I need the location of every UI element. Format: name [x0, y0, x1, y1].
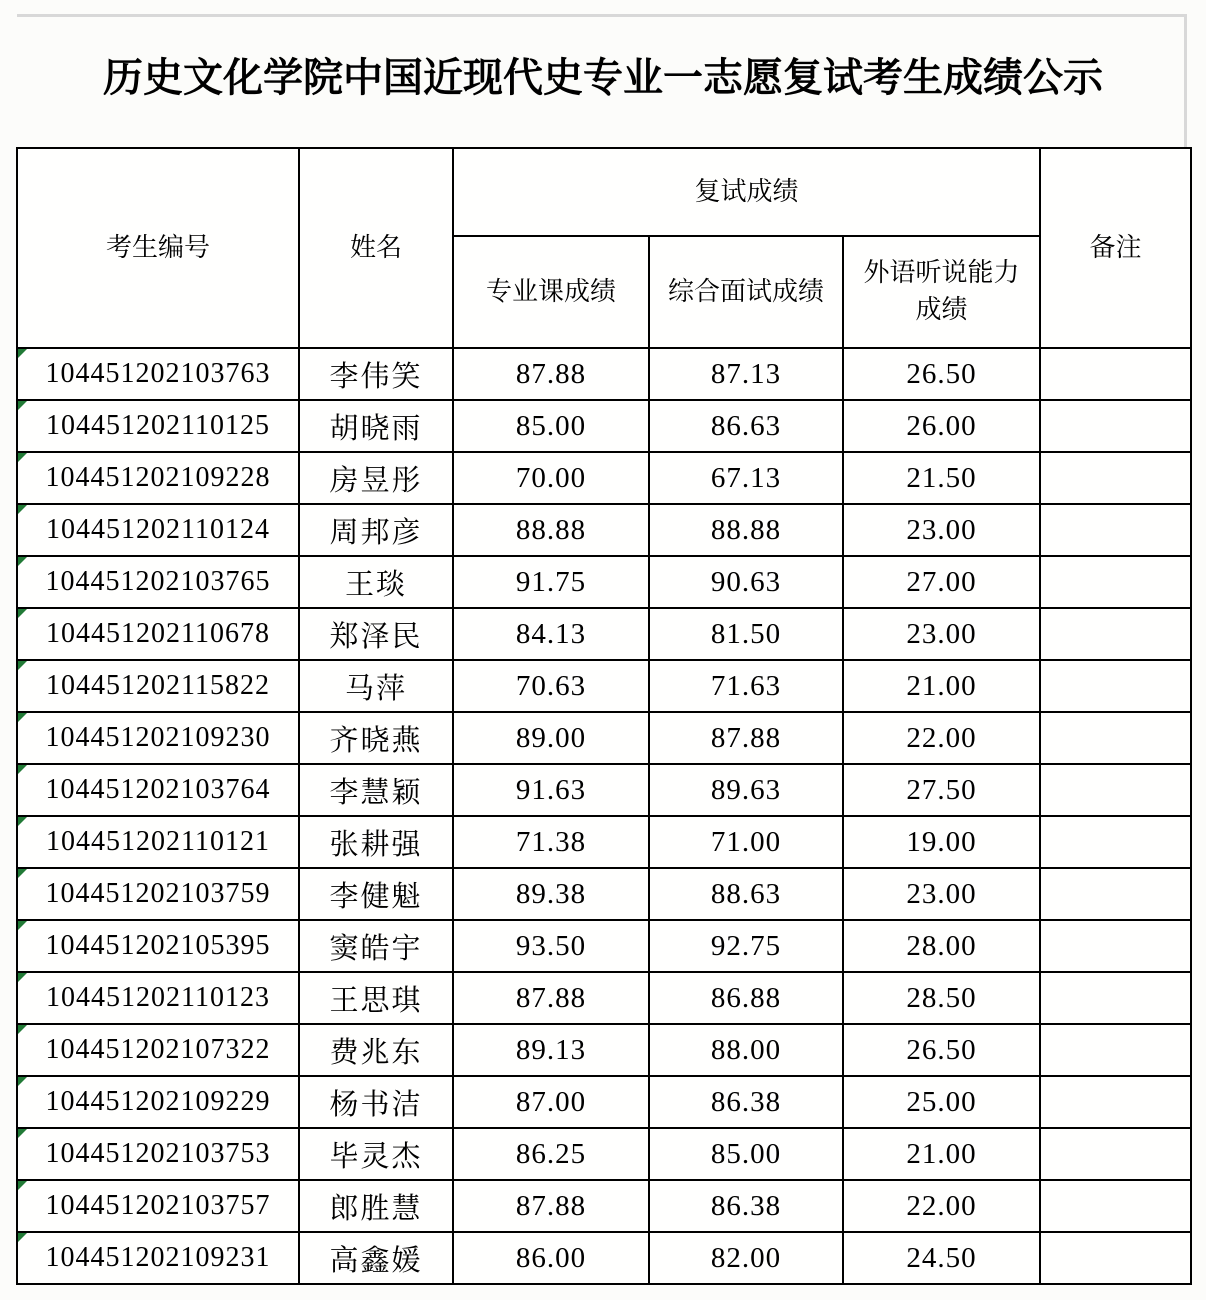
table-row: [17, 1180, 1191, 1232]
excel-error-indicator-icon: [18, 1129, 27, 1138]
major-course-score-cell: 87.88: [453, 1180, 649, 1232]
candidate-id-value: 104451202103759: [45, 878, 271, 909]
candidate-id-cell: [17, 868, 299, 920]
candidate-id-cell: [17, 400, 299, 452]
foreign-listening-score-cell: 23.00: [843, 868, 1040, 920]
excel-error-indicator-icon: [18, 1025, 27, 1034]
candidate-id-cell: [17, 504, 299, 556]
table-row: [17, 556, 1191, 608]
remark-cell: [1040, 400, 1191, 452]
remark-cell: [1040, 504, 1191, 556]
interview-score-cell: 85.00: [649, 1128, 843, 1180]
foreign-listening-score-cell: 23.00: [843, 504, 1040, 556]
name-cell: 张耕强: [299, 816, 453, 868]
major-course-score-cell: 70.63: [453, 660, 649, 712]
candidate-id-value: 104451202109231: [45, 1242, 271, 1273]
remark-cell: [1040, 1180, 1191, 1232]
interview-score-cell: 88.88: [649, 504, 843, 556]
interview-score-cell: 86.38: [649, 1180, 843, 1232]
name-cell: 房昱彤: [299, 452, 453, 504]
header-foreign-listening-score: [843, 236, 1040, 348]
major-course-score-cell: 91.75: [453, 556, 649, 608]
candidate-id-cell: [17, 764, 299, 816]
remark-cell: [1040, 608, 1191, 660]
candidate-id-cell: [17, 712, 299, 764]
excel-error-indicator-icon: [18, 921, 27, 930]
candidate-id-cell: [17, 608, 299, 660]
candidate-id-cell: [17, 1180, 299, 1232]
excel-error-indicator-icon: [18, 973, 27, 982]
name-cell: 齐晓燕: [299, 712, 453, 764]
major-course-score-cell: 91.63: [453, 764, 649, 816]
name-cell: 杨书洁: [299, 1076, 453, 1128]
foreign-listening-score-cell: 21.00: [843, 1128, 1040, 1180]
interview-score-cell: 86.38: [649, 1076, 843, 1128]
table-row: [17, 1232, 1191, 1284]
candidate-id-value: 104451202103765: [45, 566, 271, 597]
remark-cell: [1040, 712, 1191, 764]
name-cell: 胡晓雨: [299, 400, 453, 452]
candidate-id-cell: [17, 1232, 299, 1284]
candidate-id-cell: [17, 1076, 299, 1128]
remark-cell: [1040, 1128, 1191, 1180]
candidate-id-cell: [17, 972, 299, 1024]
foreign-listening-score-cell: 22.00: [843, 712, 1040, 764]
interview-score-cell: 88.00: [649, 1024, 843, 1076]
header-interview-score: 综合面试成绩: [649, 236, 843, 348]
header-remarks: 备注: [1040, 148, 1191, 348]
header-retest-group: 复试成绩: [453, 148, 1040, 236]
foreign-listening-score-cell: 26.00: [843, 400, 1040, 452]
foreign-listening-score-cell: 19.00: [843, 816, 1040, 868]
interview-score-cell: 86.63: [649, 400, 843, 452]
excel-error-indicator-icon: [18, 1181, 27, 1190]
header-foreign-listening-label: 外语听说能力成绩: [863, 258, 1020, 324]
candidate-id-value: 104451202110678: [46, 618, 270, 649]
interview-score-cell: 82.00: [649, 1232, 843, 1284]
header-major-course-score: 专业课成绩: [453, 236, 649, 348]
excel-error-indicator-icon: [18, 869, 27, 878]
score-table-header: [17, 148, 1191, 348]
remark-cell: [1040, 920, 1191, 972]
foreign-listening-score-cell: 22.00: [843, 1180, 1040, 1232]
excel-error-indicator-icon: [18, 1077, 27, 1086]
excel-error-indicator-icon: [18, 713, 27, 722]
remark-cell: [1040, 348, 1191, 400]
candidate-id-value: 104451202109229: [45, 1086, 271, 1117]
interview-score-cell: 92.75: [649, 920, 843, 972]
candidate-id-value: 104451202109230: [45, 722, 271, 753]
header-name: 姓名: [299, 148, 453, 348]
interview-score-cell: 90.63: [649, 556, 843, 608]
foreign-listening-score-cell: 23.00: [843, 608, 1040, 660]
page-title: 历史文化学院中国近现代史专业一志愿复试考生成绩公示: [103, 56, 1103, 100]
major-course-score-cell: 86.00: [453, 1232, 649, 1284]
major-course-score-cell: 87.88: [453, 972, 649, 1024]
interview-score-cell: 71.00: [649, 816, 843, 868]
remark-cell: [1040, 660, 1191, 712]
major-course-score-cell: 89.38: [453, 868, 649, 920]
interview-score-cell: 67.13: [649, 452, 843, 504]
remark-cell: [1040, 816, 1191, 868]
table-row: [17, 608, 1191, 660]
major-course-score-cell: 70.00: [453, 452, 649, 504]
candidate-id-value: 104451202110121: [46, 826, 270, 857]
print-area-top-line: [17, 14, 1186, 17]
remark-cell: [1040, 556, 1191, 608]
interview-score-cell: 88.63: [649, 868, 843, 920]
remark-cell: [1040, 1024, 1191, 1076]
interview-score-cell: 86.88: [649, 972, 843, 1024]
name-cell: 李健魁: [299, 868, 453, 920]
foreign-listening-score-cell: 27.50: [843, 764, 1040, 816]
excel-error-indicator-icon: [18, 401, 27, 410]
foreign-listening-score-cell: 28.00: [843, 920, 1040, 972]
candidate-id-value: 104451202103764: [45, 774, 271, 805]
table-row: [17, 348, 1191, 400]
candidate-id-cell: [17, 452, 299, 504]
major-course-score-cell: 86.25: [453, 1128, 649, 1180]
major-course-score-cell: 85.00: [453, 400, 649, 452]
table-row: [17, 868, 1191, 920]
candidate-id-cell: [17, 1128, 299, 1180]
major-course-score-cell: 93.50: [453, 920, 649, 972]
interview-score-cell: 71.63: [649, 660, 843, 712]
candidate-id-cell: [17, 556, 299, 608]
excel-error-indicator-icon: [18, 349, 27, 358]
name-cell: 王思琪: [299, 972, 453, 1024]
candidate-id-value: 104451202105395: [45, 930, 271, 961]
name-cell: 毕灵杰: [299, 1128, 453, 1180]
remark-cell: [1040, 1076, 1191, 1128]
excel-error-indicator-icon: [18, 1233, 27, 1242]
foreign-listening-score-cell: 24.50: [843, 1232, 1040, 1284]
excel-error-indicator-icon: [18, 765, 27, 774]
interview-score-cell: 87.88: [649, 712, 843, 764]
score-table-body: [17, 348, 1191, 1284]
candidate-id-value: 104451202110123: [46, 982, 270, 1013]
remark-cell: [1040, 764, 1191, 816]
remark-cell: [1040, 972, 1191, 1024]
table-row: [17, 1024, 1191, 1076]
table-row: [17, 504, 1191, 556]
interview-score-cell: 87.13: [649, 348, 843, 400]
major-course-score-cell: 89.00: [453, 712, 649, 764]
major-course-score-cell: 87.00: [453, 1076, 649, 1128]
major-course-score-cell: 89.13: [453, 1024, 649, 1076]
candidate-id-cell: [17, 1024, 299, 1076]
name-cell: 马萍: [299, 660, 453, 712]
major-course-score-cell: 87.88: [453, 348, 649, 400]
excel-error-indicator-icon: [18, 661, 27, 670]
candidate-id-cell: [17, 816, 299, 868]
name-cell: 郎胜慧: [299, 1180, 453, 1232]
table-row: [17, 1076, 1191, 1128]
name-cell: 周邦彦: [299, 504, 453, 556]
table-row: [17, 816, 1191, 868]
candidate-id-cell: [17, 348, 299, 400]
name-cell: 高鑫媛: [299, 1232, 453, 1284]
major-course-score-cell: 88.88: [453, 504, 649, 556]
candidate-id-value: 104451202103753: [45, 1138, 271, 1169]
excel-error-indicator-icon: [18, 505, 27, 514]
name-cell: 郑泽民: [299, 608, 453, 660]
excel-error-indicator-icon: [18, 609, 27, 618]
remark-cell: [1040, 1232, 1191, 1284]
interview-score-cell: 89.63: [649, 764, 843, 816]
name-cell: 李慧颖: [299, 764, 453, 816]
candidate-id-value: 104451202110124: [46, 514, 270, 545]
remark-cell: [1040, 868, 1191, 920]
major-course-score-cell: 71.38: [453, 816, 649, 868]
foreign-listening-score-cell: 25.00: [843, 1076, 1040, 1128]
table-row: [17, 712, 1191, 764]
foreign-listening-score-cell: 26.50: [843, 348, 1040, 400]
candidate-id-value: 104451202110125: [46, 410, 270, 441]
foreign-listening-score-cell: 26.50: [843, 1024, 1040, 1076]
candidate-id-cell: [17, 660, 299, 712]
excel-error-indicator-icon: [18, 453, 27, 462]
foreign-listening-score-cell: 28.50: [843, 972, 1040, 1024]
candidate-id-value: 104451202109228: [45, 462, 271, 493]
candidate-id-value: 104451202103757: [45, 1190, 271, 1221]
table-row: [17, 660, 1191, 712]
remark-cell: [1040, 452, 1191, 504]
foreign-listening-score-cell: 21.00: [843, 660, 1040, 712]
foreign-listening-score-cell: 21.50: [843, 452, 1040, 504]
table-row: [17, 972, 1191, 1024]
candidate-id-value: 104451202107322: [45, 1034, 271, 1065]
table-row: [17, 920, 1191, 972]
table-row: [17, 400, 1191, 452]
table-row: [17, 452, 1191, 504]
excel-error-indicator-icon: [18, 817, 27, 826]
name-cell: 窦皓宇: [299, 920, 453, 972]
table-row: [17, 764, 1191, 816]
candidate-id-value: 104451202103763: [45, 358, 271, 389]
header-candidate-id: 考生编号: [17, 148, 299, 348]
name-cell: 王琰: [299, 556, 453, 608]
table-row: [17, 1128, 1191, 1180]
name-cell: 费兆东: [299, 1024, 453, 1076]
score-table: [16, 147, 1192, 1285]
name-cell: 李伟笑: [299, 348, 453, 400]
candidate-id-cell: [17, 920, 299, 972]
foreign-listening-score-cell: 27.00: [843, 556, 1040, 608]
candidate-id-value: 104451202115822: [46, 670, 270, 701]
interview-score-cell: 81.50: [649, 608, 843, 660]
excel-error-indicator-icon: [18, 557, 27, 566]
major-course-score-cell: 84.13: [453, 608, 649, 660]
